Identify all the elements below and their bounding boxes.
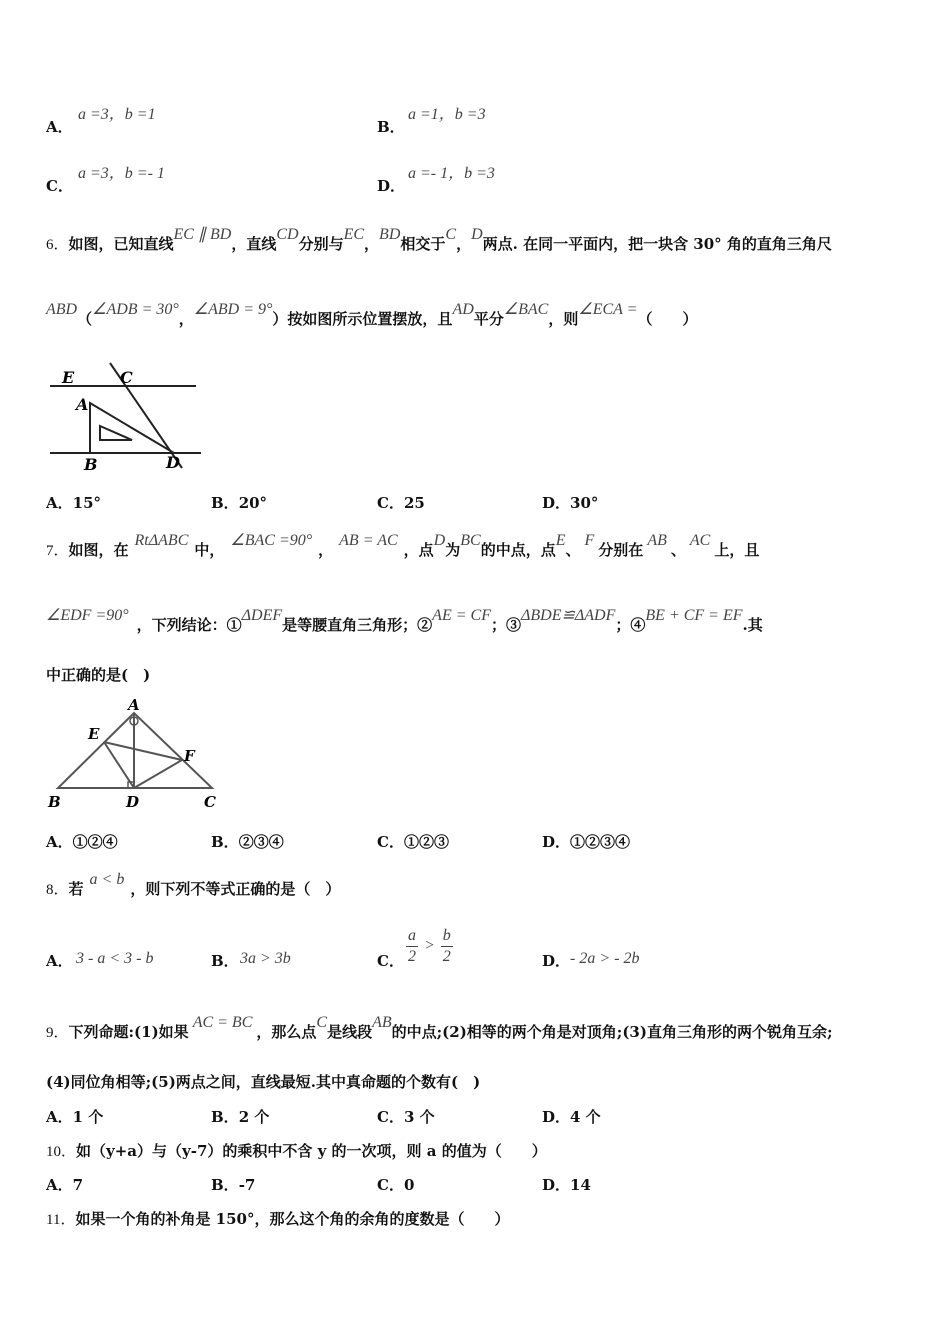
q6-line-2 <box>46 301 698 329</box>
q7-text: 是等腰直角三角形；② <box>282 616 433 634</box>
q6-text: ，直线 <box>231 235 277 253</box>
q7-number: 7． <box>46 543 69 559</box>
label-d: D <box>166 453 180 472</box>
q9-line-1 <box>46 1014 833 1042</box>
q11-text: 如果一个角的补角是 150°，那么这个角的余角的度数是（ ） <box>75 1210 510 1228</box>
q11-number: 11． <box>46 1212 76 1228</box>
label-d: D <box>126 793 140 811</box>
q7-math: BC <box>460 532 481 549</box>
label-c: C <box>120 368 133 387</box>
q7-math: AE = CF <box>432 607 491 624</box>
q7-option-b: B．②③④ <box>211 833 284 851</box>
q8-text: 若 <box>68 880 84 898</box>
q8-number: 8． <box>46 882 69 898</box>
q7-math: BE + CF = EF <box>645 607 743 624</box>
q9-number: 9． <box>46 1025 69 1041</box>
q11-line-1 <box>46 1208 510 1229</box>
q6-math: ∠BAC <box>503 301 549 318</box>
q7-line-2 <box>46 607 763 635</box>
q9-math: C <box>316 1014 328 1031</box>
q6-option-a: A．15° <box>46 494 102 512</box>
q7-math: AB <box>647 532 667 549</box>
q6-text: 分别与 <box>298 235 344 253</box>
q7-option-d: D．①②③④ <box>542 833 631 851</box>
q6-text: ，则 <box>548 310 579 328</box>
q7-math: ΔDEF <box>241 607 283 624</box>
q7-text: 为 <box>445 541 461 559</box>
label-a: A <box>76 395 89 414</box>
q8-text: ，则下列不等式正确的是（ ） <box>130 880 341 898</box>
q8-option-a-math: 3 - a < 3 - b <box>76 950 154 967</box>
q6-math: AD <box>452 301 474 318</box>
q8-option-b-math: 3a > 3b <box>240 950 291 967</box>
q6-math: EC <box>343 226 365 243</box>
q5-option-c-math: a =3，b =- 1 <box>78 165 165 182</box>
q8-line-1 <box>46 871 341 899</box>
q6-option-d: D．30° <box>542 494 599 512</box>
q9-option-b: B．2 个 <box>211 1108 270 1126</box>
q8-option-b-label: B． <box>211 952 239 970</box>
q6-math: D <box>471 226 483 243</box>
q7-text: .其 <box>742 616 763 634</box>
label-e: E <box>62 368 75 387</box>
q6-math: ABD <box>46 301 78 318</box>
q7-text: ， <box>318 541 334 559</box>
q6-math: ∠ADB = 30° <box>92 301 179 318</box>
q5-option-d-math: a =- 1，b =3 <box>408 165 495 182</box>
q9-text: 的中点;(2)相等的两个角是对顶角;(3)直角三角形的两个锐角互余; <box>391 1023 833 1041</box>
q5-option-c-label: C． <box>46 177 73 195</box>
q10-option-a: A．7 <box>46 1176 84 1194</box>
q5-option-a-label: A． <box>46 118 73 136</box>
q6-text: 两点. 在同一平面内，把一块含 30° 角的直角三角尺 <box>482 235 832 253</box>
q6-math: C <box>445 226 457 243</box>
q7-line-3: 中正确的是( ) <box>46 666 151 684</box>
q6-text: （ ） <box>637 310 698 328</box>
q5-option-b-math: a =1，b =3 <box>408 106 486 123</box>
q7-math: D <box>433 532 446 549</box>
q8-option-d-label: D． <box>542 952 571 970</box>
q7-text: ，下列结论：① <box>136 616 242 634</box>
q9-text: ，那么点 <box>256 1023 317 1041</box>
q10-number: 10． <box>46 1144 77 1160</box>
q6-text: 如图，已知直线 <box>68 235 174 253</box>
q5-option-a-math: a =3，b =1 <box>78 106 156 123</box>
q10-option-d: D．14 <box>542 1176 591 1194</box>
q5-option-b-label: B． <box>377 118 405 136</box>
q8-option-a-label: A． <box>46 952 73 970</box>
q7-text: 如图，在 <box>68 541 129 559</box>
label-f: F <box>184 747 195 765</box>
q6-option-b: B．20° <box>211 494 268 512</box>
segment-ef <box>104 742 182 760</box>
q9-option-d: D．4 个 <box>542 1108 601 1126</box>
q7-figure <box>44 695 224 813</box>
q7-math: F <box>584 532 595 549</box>
q7-math: RtΔABC <box>134 532 189 549</box>
q6-text: ， <box>364 235 380 253</box>
q6-text: （ <box>77 310 93 328</box>
q9-option-c: C．3 个 <box>377 1108 435 1126</box>
q9-math: AB <box>372 1014 392 1031</box>
q7-text: 分别在 <box>598 541 644 559</box>
q8-option-c-label: C． <box>377 952 404 970</box>
q6-text: 平分 <box>473 310 504 328</box>
q7-text: ，点 <box>403 541 434 559</box>
label-c: C <box>204 793 216 811</box>
q7-option-a: A．①②④ <box>46 833 118 851</box>
q6-number: 6． <box>46 237 69 253</box>
q6-text: 相交于 <box>400 235 446 253</box>
q10-option-c: C．0 <box>377 1176 415 1194</box>
q9-option-a: A．1 个 <box>46 1108 104 1126</box>
q7-text: 、 <box>565 541 581 559</box>
q6-text: ， <box>178 310 194 328</box>
q6-math: ∠ECA = <box>578 301 638 318</box>
q7-math: ΔBDE≌ΔADF <box>520 607 616 624</box>
set-square-inner <box>100 426 132 440</box>
q6-math: BD <box>379 226 401 243</box>
q9-text: 下列命题:(1)如果 <box>68 1023 189 1041</box>
q6-math: ∠ABD = 9° <box>193 301 273 318</box>
q7-option-c: C．①②③ <box>377 833 449 851</box>
q7-text: 中， <box>194 541 225 559</box>
label-a: A <box>128 696 140 714</box>
q6-figure <box>46 358 211 473</box>
label-e: E <box>88 725 100 743</box>
q7-math: E <box>555 532 566 549</box>
q9-line-2: (4)同位角相等;(5)两点之间，直线最短.其中真命题的个数有( ) <box>46 1073 481 1091</box>
q9-text: 是线段 <box>327 1023 373 1041</box>
q9-math: AC = BC <box>192 1014 253 1031</box>
q7-text: 、 <box>670 541 686 559</box>
segment-df <box>134 760 182 788</box>
q7-math: AB = AC <box>339 532 398 549</box>
q8-option-c-math: $\frac{a}{2}$ > $\frac{b}{2}$ <box>408 927 451 965</box>
q10-line-1 <box>46 1140 547 1161</box>
q6-line-1 <box>46 226 832 254</box>
q7-line-1 <box>46 532 760 560</box>
q8-option-d-math: - 2a > - 2b <box>570 950 640 967</box>
q7-math: ∠BAC =90° <box>230 532 313 549</box>
q7-text: 的中点，点 <box>480 541 556 559</box>
q6-text: ， <box>456 235 472 253</box>
q6-text: ）按如图所示位置摆放，且 <box>272 310 453 328</box>
q6-math: CD <box>276 226 299 243</box>
q10-text: 如（y+a）与（y-7）的乘积中不含 y 的一次项，则 a 的值为（ ） <box>76 1142 547 1160</box>
q6-math: EC ∥ BD <box>173 226 232 243</box>
q5-option-d-label: D． <box>377 177 406 195</box>
q8-math: a < b <box>89 871 125 888</box>
q10-option-b: B．-7 <box>211 1176 256 1194</box>
label-b: B <box>84 455 98 473</box>
q7-text: ；④ <box>615 616 646 634</box>
label-b: B <box>48 793 61 811</box>
q7-math: AC <box>689 532 711 549</box>
q6-option-c: C．25 <box>377 494 425 512</box>
q7-math: ∠EDF =90° <box>46 607 129 624</box>
q7-text: 上，且 <box>714 541 760 559</box>
q7-text: ；③ <box>490 616 521 634</box>
